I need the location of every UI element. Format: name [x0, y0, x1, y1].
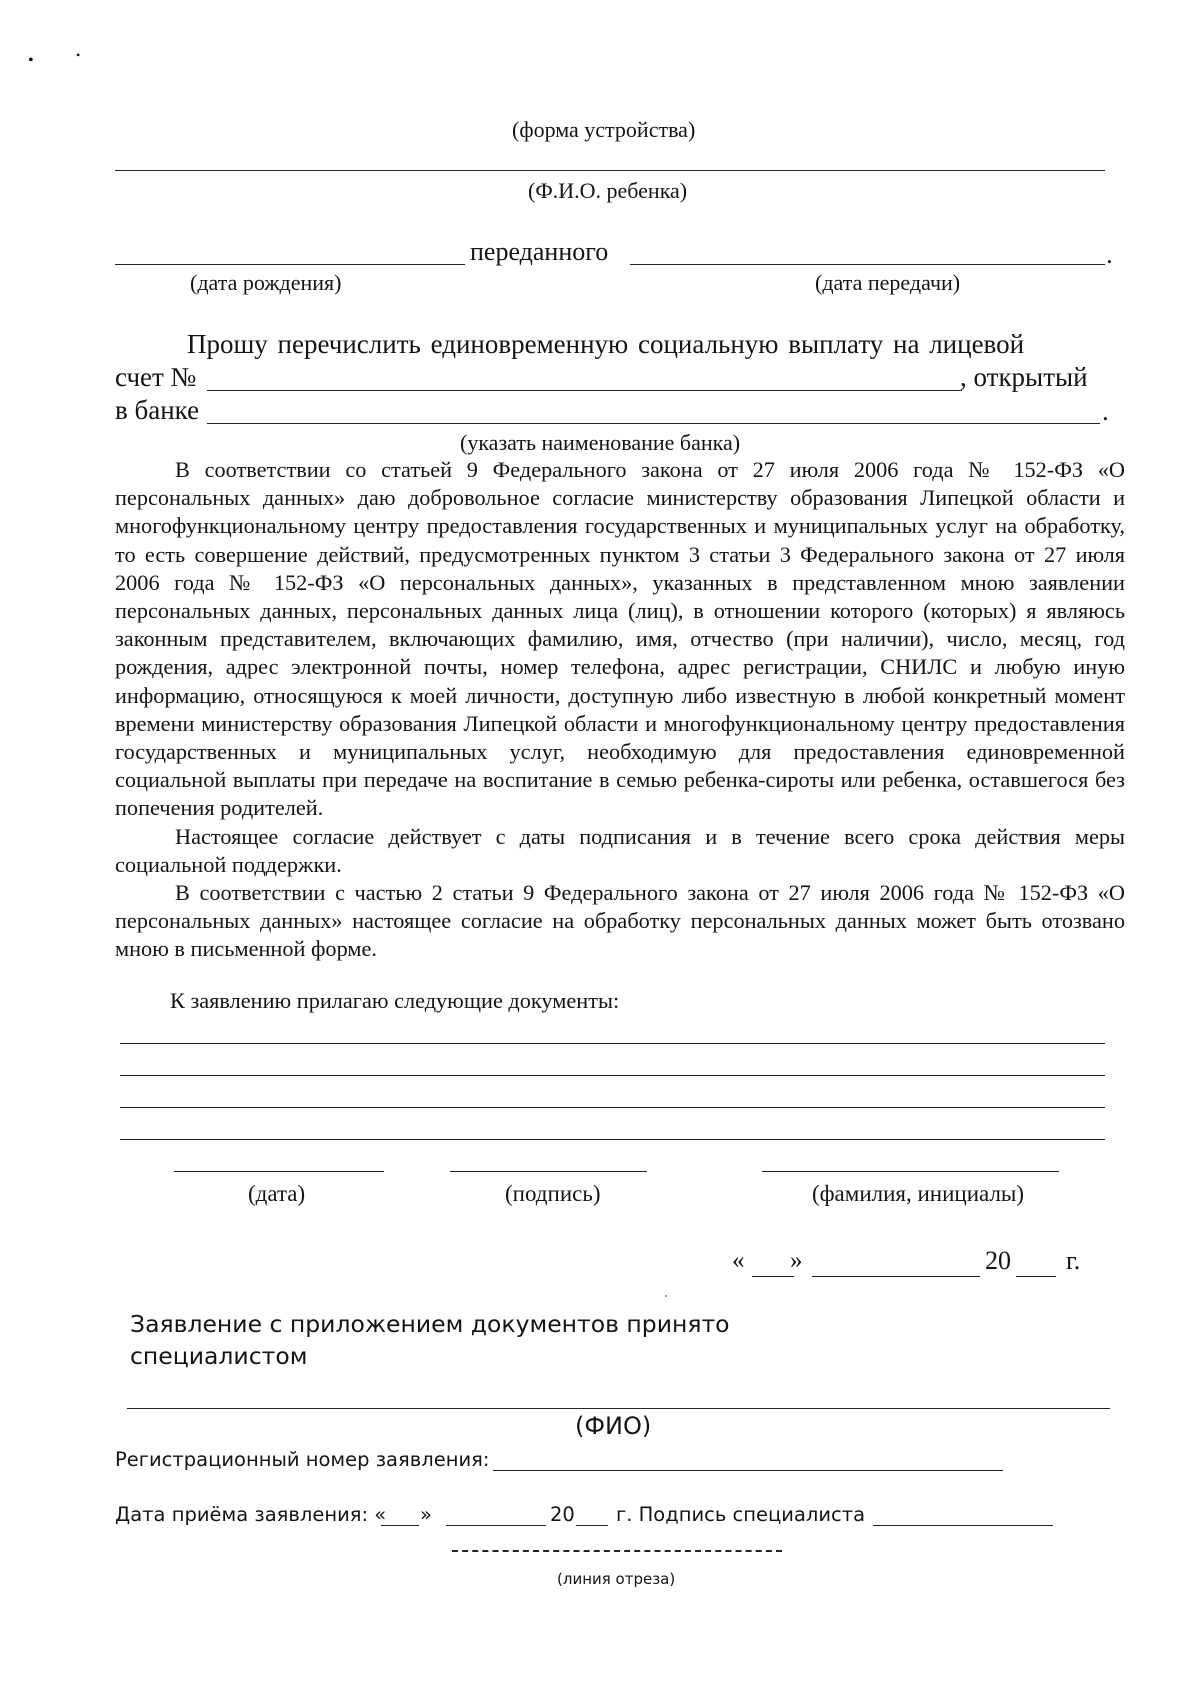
- attachment-line[interactable]: [120, 1139, 1105, 1140]
- receipt-quote-close: »: [420, 1503, 432, 1526]
- date-signature-line[interactable]: [174, 1171, 384, 1172]
- attachment-line[interactable]: [120, 1075, 1105, 1076]
- receipt-day-line[interactable]: [381, 1525, 419, 1526]
- name-caption: (фамилия, инициалы): [812, 1181, 1025, 1206]
- period: .: [1102, 396, 1109, 426]
- day-line[interactable]: [752, 1276, 794, 1277]
- birth-date-line[interactable]: [115, 264, 465, 265]
- acceptance-line-2: специалистом: [130, 1342, 308, 1370]
- year-line[interactable]: [1016, 1276, 1056, 1277]
- reg-number-label: Регистрационный номер заявления:: [115, 1448, 490, 1471]
- child-name-caption: (Ф.И.О. ребенка): [528, 178, 688, 203]
- specialist-name-line[interactable]: [127, 1408, 1110, 1409]
- opened-label: , открытый: [960, 362, 1088, 392]
- acceptance-line-1: Заявление с приложением документов принято: [130, 1310, 730, 1338]
- month-line[interactable]: [812, 1276, 980, 1277]
- period: .: [1106, 239, 1113, 269]
- date-caption: (дата): [248, 1181, 306, 1206]
- account-number-line[interactable]: [207, 390, 962, 391]
- year-prefix: 20: [985, 1246, 1011, 1275]
- close-quote: »: [790, 1247, 803, 1274]
- receipt-year: 20: [550, 1503, 575, 1526]
- child-name-line[interactable]: [115, 170, 1105, 171]
- bank-name-line[interactable]: [207, 423, 1100, 424]
- consent-paragraph-1: В соответствии со статьей 9 Федерального закона от 27 июля 2006 года № 152-ФЗ «О персональных данных» даю добровольное согласие министерству образования Липецкой области и многофункциональному центру предоставления государственных и муниципальных услуг на обработку, то есть совершение действий, предусмотренных пунктом 3 статьи 3 Федерального закона от 27 июля 2006 года № 152-ФЗ «О персональных данных», указанных в представленном мною заявлении персональных данных, персональных данных лица (лиц), в отношении которого (которых) я являюсь законным представителем, включающих фамилию, имя, отчество (при наличии), число, месяц, год рождения, адрес электронной почты, номер телефона, адрес регистрации, СНИЛС и любую иную информацию, относящуюся к моей личности, доступную либо известную в любой конкретный момент времени министерству образования Липецкой области и многофункциональному центру предоставления государственных и муниципальных услуг, необходимую для предоставления единовременной социальной выплаты при передаче на воспитание в семью ребенка-сироты или ребенка, оставшегося без попечения родителей.: [115, 457, 1125, 821]
- cut-line: [452, 1550, 782, 1552]
- account-label: счет №: [115, 362, 197, 392]
- receipt-year-line[interactable]: [576, 1525, 608, 1526]
- attachment-line[interactable]: [120, 1107, 1105, 1108]
- reg-number-line[interactable]: [493, 1470, 1003, 1471]
- year-suffix: г.: [1066, 1246, 1081, 1275]
- scan-speck: •: [76, 48, 81, 62]
- bank-caption: (указать наименование банка): [460, 430, 741, 455]
- receipt-month-line[interactable]: [446, 1525, 546, 1526]
- name-initials-line[interactable]: [762, 1171, 1059, 1172]
- attachments-label: К заявлению прилагаю следующие документы:: [170, 988, 620, 1013]
- fio-caption: (ФИО): [575, 1412, 652, 1440]
- transfer-date-caption: (дата передачи): [815, 270, 961, 295]
- receipt-year-suffix: г. Подпись специалиста: [616, 1503, 866, 1526]
- transfer-date-line[interactable]: [630, 264, 1105, 265]
- receipt-date-label: Дата приёма заявления: «: [115, 1503, 387, 1526]
- device-form-caption: (форма устройства): [512, 117, 696, 142]
- consent-text: [115, 456, 1125, 964]
- birth-date-caption: (дата рождения): [190, 270, 342, 295]
- specialist-signature-line[interactable]: [873, 1525, 1053, 1526]
- cut-line-caption: (линия отреза): [557, 1570, 676, 1588]
- scan-speck: •: [28, 52, 34, 69]
- attachment-line[interactable]: [120, 1043, 1105, 1044]
- scan-speck: [665, 1295, 667, 1297]
- consent-paragraph-2: Настоящее согласие действует с даты подписания и в течение всего срока действия меры социальной поддержки.: [115, 823, 1125, 877]
- consent-paragraph-3: В соответствии с частью 2 статьи 9 Федерального закона от 27 июля 2006 года № 152-ФЗ «О персональных данных» настоящее согласие на обработку персональных данных может быть отозвано мною в письменной форме.: [115, 880, 1125, 962]
- open-quote: «: [732, 1247, 745, 1274]
- bank-label: в банке: [115, 395, 200, 425]
- signature-line[interactable]: [450, 1171, 647, 1172]
- transferred-label: переданного: [470, 237, 609, 266]
- sign-caption: (подпись): [505, 1181, 601, 1206]
- request-line: Прошу перечислить единовременную социальную выплату на лицевой: [187, 329, 1025, 359]
